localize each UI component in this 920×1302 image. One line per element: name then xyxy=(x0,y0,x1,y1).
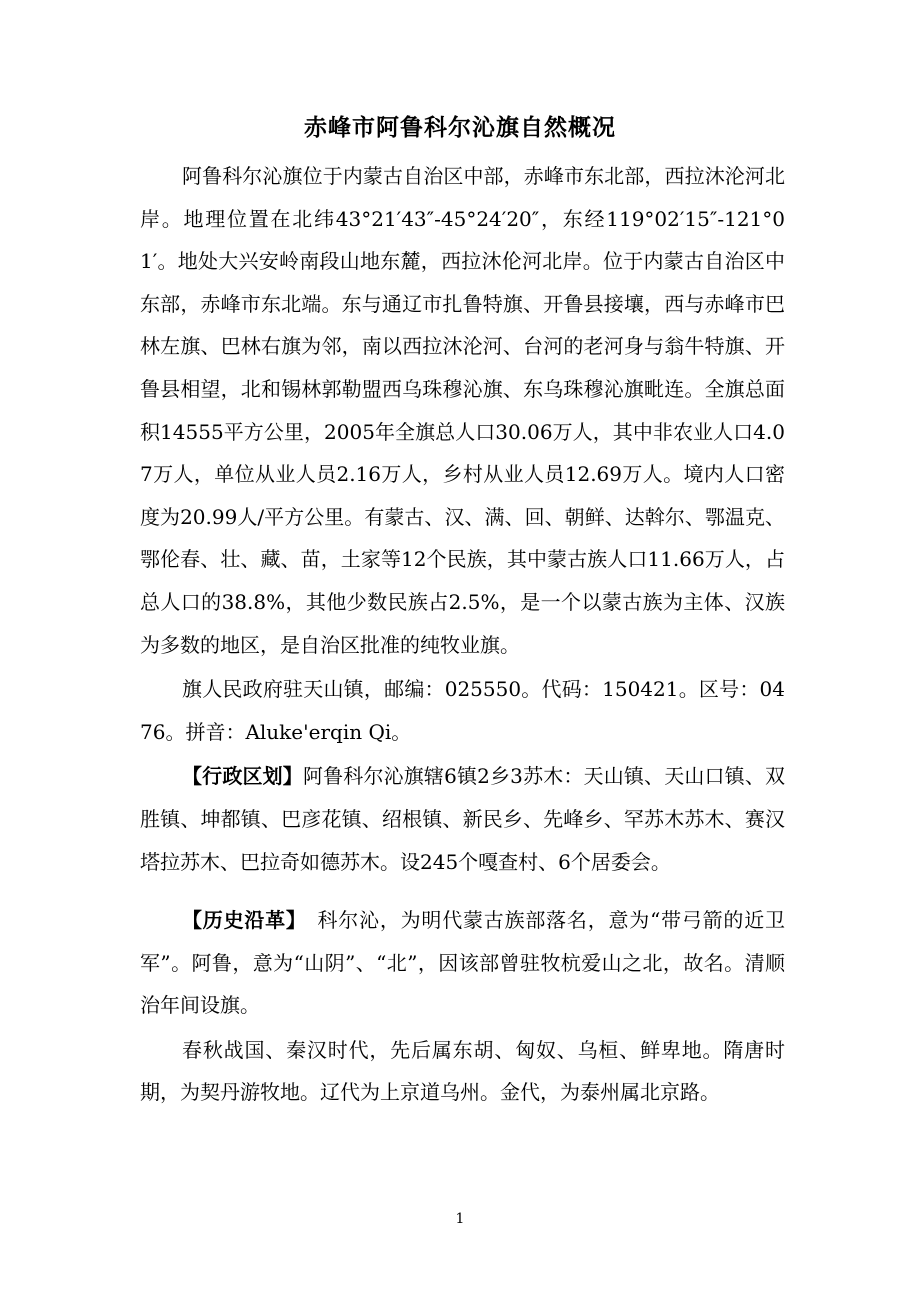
history-text: 科尔沁，为明代蒙古族部落名，意为“带弓箭的近卫军”。阿鲁，意为“山阴”、“北”，因该部曾驻牧杭爱山之北，故名。清顺治年间设旗。 xyxy=(140,908,785,1018)
paragraph-history xyxy=(140,899,785,1027)
history-label: 【历史沿革】 xyxy=(182,908,297,933)
page-number: 1 xyxy=(455,1211,465,1227)
document-body xyxy=(140,155,785,1114)
paragraph-government: 旗人民政府驻天山镇，邮编：025550。代码：150421。区号：0476。拼音：Aluke'erqin Qi。 xyxy=(140,677,785,744)
paragraph-administrative xyxy=(140,755,785,883)
document-title: 赤峰市阿鲁科尔沁旗自然概况 xyxy=(304,114,616,141)
administrative-text: 阿鲁科尔沁旗辖6镇2乡3苏木：天山镇、天山口镇、双胜镇、坤都镇、巴彦花镇、绍根镇、新民乡、先峰乡、罕苏木苏木、赛汉塔拉苏木、巴拉奇如德苏木。设245个嘎查村、6个居委会。 xyxy=(140,764,785,874)
paragraph-ancient: 春秋战国、秦汉时代，先后属东胡、匈奴、乌桓、鲜卑地。隋唐时期，为契丹游牧地。辽代为上京道乌州。金代，为泰州属北京路。 xyxy=(140,1037,785,1105)
administrative-label: 【行政区划】 xyxy=(182,764,303,789)
paragraph-overview: 阿鲁科尔沁旗位于内蒙古自治区中部，赤峰市东北部，西拉沐沦河北岸。地理位置在北纬43°21′43″-45°24′20″，东经119°02′15″-121°01′。地处大兴安岭南段山地东麓，西拉沐伦河北岸。位于内蒙古自治区中东部，赤峰市东北端。东与通辽市扎鲁特旗、开鲁县接壤，西与赤峰市巴林左旗、巴林右旗为邻，南以西拉沐沦河、台河的老河身与翁牛特旗、开鲁县相望，北和锡林郭勒盟西乌珠穆沁旗、东乌珠穆沁旗毗连。全旗总面积14555平方公里，2005年全旗总人口30.06万人，其中非农业人口4.07万人，单位从业人员2.16万人，乡村从业人员12.69万人。境内人口密度为20.99人/平方公里。有蒙古、汉、满、回、朝鲜、达斡尔、鄂温克、鄂伦春、壮、藏、苗，土家等12个民族，其中蒙古族人口11.66万人，占总人口的38.8%，其他少数民族占2.5%，是一个以蒙古族为主体、汉族为多数的地区，是自治区批准的纯牧业旗。 xyxy=(140,164,785,657)
